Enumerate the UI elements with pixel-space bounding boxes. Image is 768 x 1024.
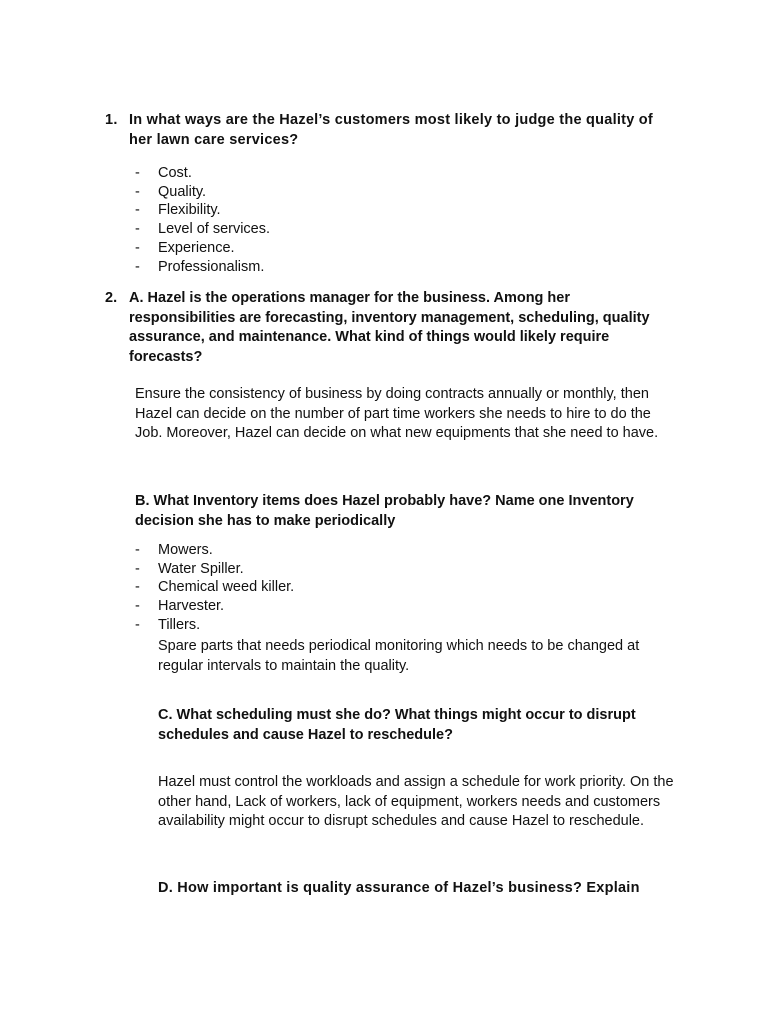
list-item: - Mowers. — [135, 541, 675, 560]
list-item: - Tillers. — [135, 616, 675, 635]
question-2a — [105, 289, 679, 367]
list-item: - Level of services. — [135, 220, 270, 239]
question-1-text: In what ways are the Hazel’s customers most likely to judge the quality of her lawn care services? — [129, 112, 653, 148]
answer-2c: Hazel must control the workloads and assign a schedule for work priority. On the other hand, Lack of workers, lack of equipment, workers needs and customers availability might occur to disrupt schedules and cause Hazel to reschedule. — [158, 774, 674, 829]
question-2b-answer-list — [135, 541, 675, 635]
list-item: - Cost. — [135, 164, 270, 183]
list-item: - Harvester. — [135, 597, 675, 616]
list-item: - Water Spiller. — [135, 560, 675, 579]
list-item: - Quality. — [135, 183, 270, 202]
list-item: - Professionalism. — [135, 258, 270, 277]
question-1 — [105, 111, 669, 150]
question-1-number: 1. — [105, 112, 118, 128]
question-1-answer-list — [135, 164, 270, 276]
list-item: - Flexibility. — [135, 201, 270, 220]
question-2c: C. What scheduling must she do? What things might occur to disrupt schedules and cause Hazel to reschedule? — [158, 707, 636, 743]
question-2d: D. How important is quality assurance of Hazel’s business? Explain — [158, 880, 640, 896]
question-2-number: 2. — [105, 290, 118, 306]
answer-2a: Ensure the consistency of business by doing contracts annually or monthly, then Hazel can decide on the number of part time workers she needs to hire to do the Job. Moreover, Hazel can decide on what new equipments that she need to have. — [135, 386, 659, 441]
answer-2b-note: Spare parts that needs periodical monitoring which needs to be changed at regular intervals to maintain the quality. — [158, 638, 640, 674]
question-2b: B. What Inventory items does Hazel probably have? Name one Inventory decision she has to make periodically — [135, 493, 634, 529]
list-item: - Chemical weed killer. — [135, 578, 675, 597]
list-item: - Experience. — [135, 239, 270, 258]
question-2a-text: A. Hazel is the operations manager for the business. Among her responsibilities are forecasting, inventory management, scheduling, quality assurance, and maintenance. What kind of things would likely require forecasts? — [129, 290, 650, 365]
